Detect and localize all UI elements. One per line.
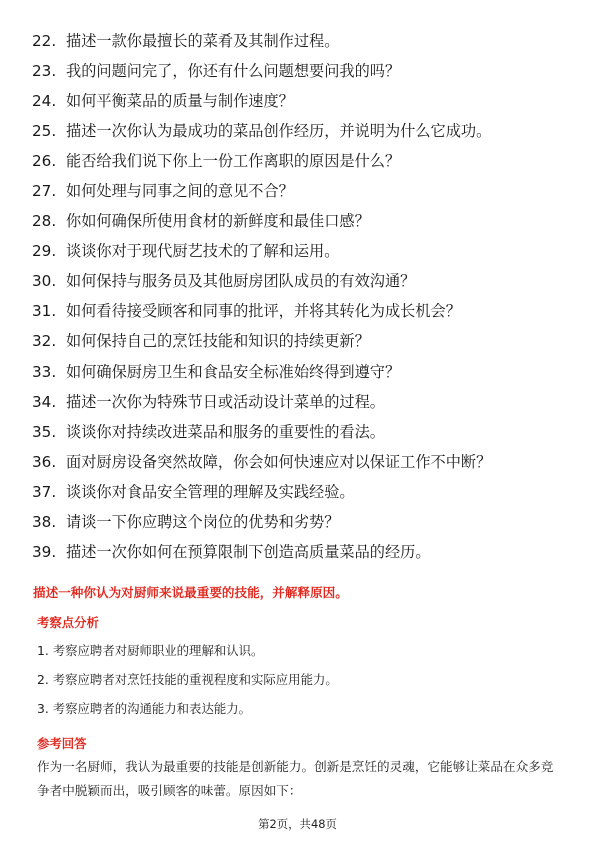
question-number: 39. xyxy=(32,542,57,561)
question-text: 描述一款你最擅长的菜肴及其制作过程。 xyxy=(66,32,340,50)
answer-title: 参考回答 xyxy=(37,736,87,751)
question-number: 23. xyxy=(32,62,57,81)
question-number: 22. xyxy=(32,32,57,50)
question-item xyxy=(32,176,577,206)
question-item xyxy=(32,116,577,146)
question-text: 请谈一下你应聘这个岗位的优势和劣势？ xyxy=(66,512,340,531)
question-item xyxy=(32,206,577,236)
question-number: 28. xyxy=(32,212,57,231)
question-text: 描述一次你认为最成功的菜品创作经历，并说明为什么它成功。 xyxy=(66,122,492,141)
analysis-point: 1. 考察应聘者对厨师职业的理解和认识。 xyxy=(37,643,264,658)
question-number: 34. xyxy=(32,392,57,411)
question-number: 36. xyxy=(32,452,57,471)
question-list xyxy=(32,26,577,567)
question-item xyxy=(32,86,577,116)
question-item xyxy=(32,537,577,567)
question-number: 33. xyxy=(32,362,57,381)
question-text: 谈谈你对持续改进菜品和服务的重要性的看法。 xyxy=(66,422,385,441)
highlight-question: 描述一种你认为对厨师来说最重要的技能，并解释原因。 xyxy=(33,585,348,600)
question-number: 29. xyxy=(32,242,57,261)
question-item xyxy=(32,357,577,387)
question-item xyxy=(32,236,577,266)
question-number: 25. xyxy=(32,122,57,141)
question-item xyxy=(32,266,577,296)
question-text: 谈谈你对于现代厨艺技术的了解和运用。 xyxy=(66,242,340,261)
question-text: 谈谈你对食品安全管理的理解及实践经验。 xyxy=(66,482,355,501)
question-number: 30. xyxy=(32,272,57,291)
question-number: 37. xyxy=(32,482,57,501)
question-text: 如何看待接受顾客和同事的批评，并将其转化为成长机会？ xyxy=(66,302,461,321)
question-text: 面对厨房设备突然故障，你会如何快速应对以保证工作不中断？ xyxy=(66,452,492,471)
question-text: 描述一次你如何在预算限制下创造高质量菜品的经历。 xyxy=(66,542,431,561)
question-text: 我的问题问完了，你还有什么问题想要问我的吗？ xyxy=(66,62,401,81)
question-text: 如何保持自己的烹饪技能和知识的持续更新？ xyxy=(66,332,370,351)
analysis-point: 2. 考察应聘者对烹饪技能的重视程度和实际应用能力。 xyxy=(37,672,338,687)
question-item xyxy=(32,56,577,86)
question-number: 27. xyxy=(32,182,57,201)
answer-text: 作为一名厨师，我认为最重要的技能是创新能力。创新是烹饪的灵魂，它能够让菜品在众多竞争者中脱颖而出，吸引顾客的味蕾。原因如下： xyxy=(37,759,554,798)
question-number: 38. xyxy=(32,512,57,531)
question-item xyxy=(32,296,577,326)
question-item xyxy=(32,507,577,537)
question-item xyxy=(32,26,577,56)
question-item xyxy=(32,146,577,176)
page-footer: 第2页，共48页 xyxy=(258,817,337,831)
question-text: 能否给我们说下你上一份工作离职的原因是什么？ xyxy=(66,152,401,171)
question-item xyxy=(32,477,577,507)
question-text: 如何平衡菜品的质量与制作速度？ xyxy=(66,92,294,111)
question-item xyxy=(32,326,577,356)
question-text: 如何确保厨房卫生和食品安全标准始终得到遵守？ xyxy=(66,362,401,381)
question-text: 如何保持与服务员及其他厨房团队成员的有效沟通？ xyxy=(66,272,416,291)
question-number: 31. xyxy=(32,302,57,321)
analysis-point: 3. 考察应聘者的沟通能力和表达能力。 xyxy=(37,701,252,716)
question-text: 你如何确保所使用食材的新鲜度和最佳口感？ xyxy=(66,212,370,231)
question-item xyxy=(32,447,577,477)
question-number: 26. xyxy=(32,152,57,171)
question-text: 如何处理与同事之间的意见不合？ xyxy=(66,182,294,201)
question-number: 35. xyxy=(32,422,57,441)
question-item xyxy=(32,417,577,447)
question-number: 24. xyxy=(32,92,57,111)
question-item xyxy=(32,387,577,417)
question-text: 描述一次你为特殊节日或活动设计菜单的过程。 xyxy=(66,392,385,411)
analysis-title: 考察点分析 xyxy=(37,615,99,630)
question-number: 32. xyxy=(32,332,57,351)
